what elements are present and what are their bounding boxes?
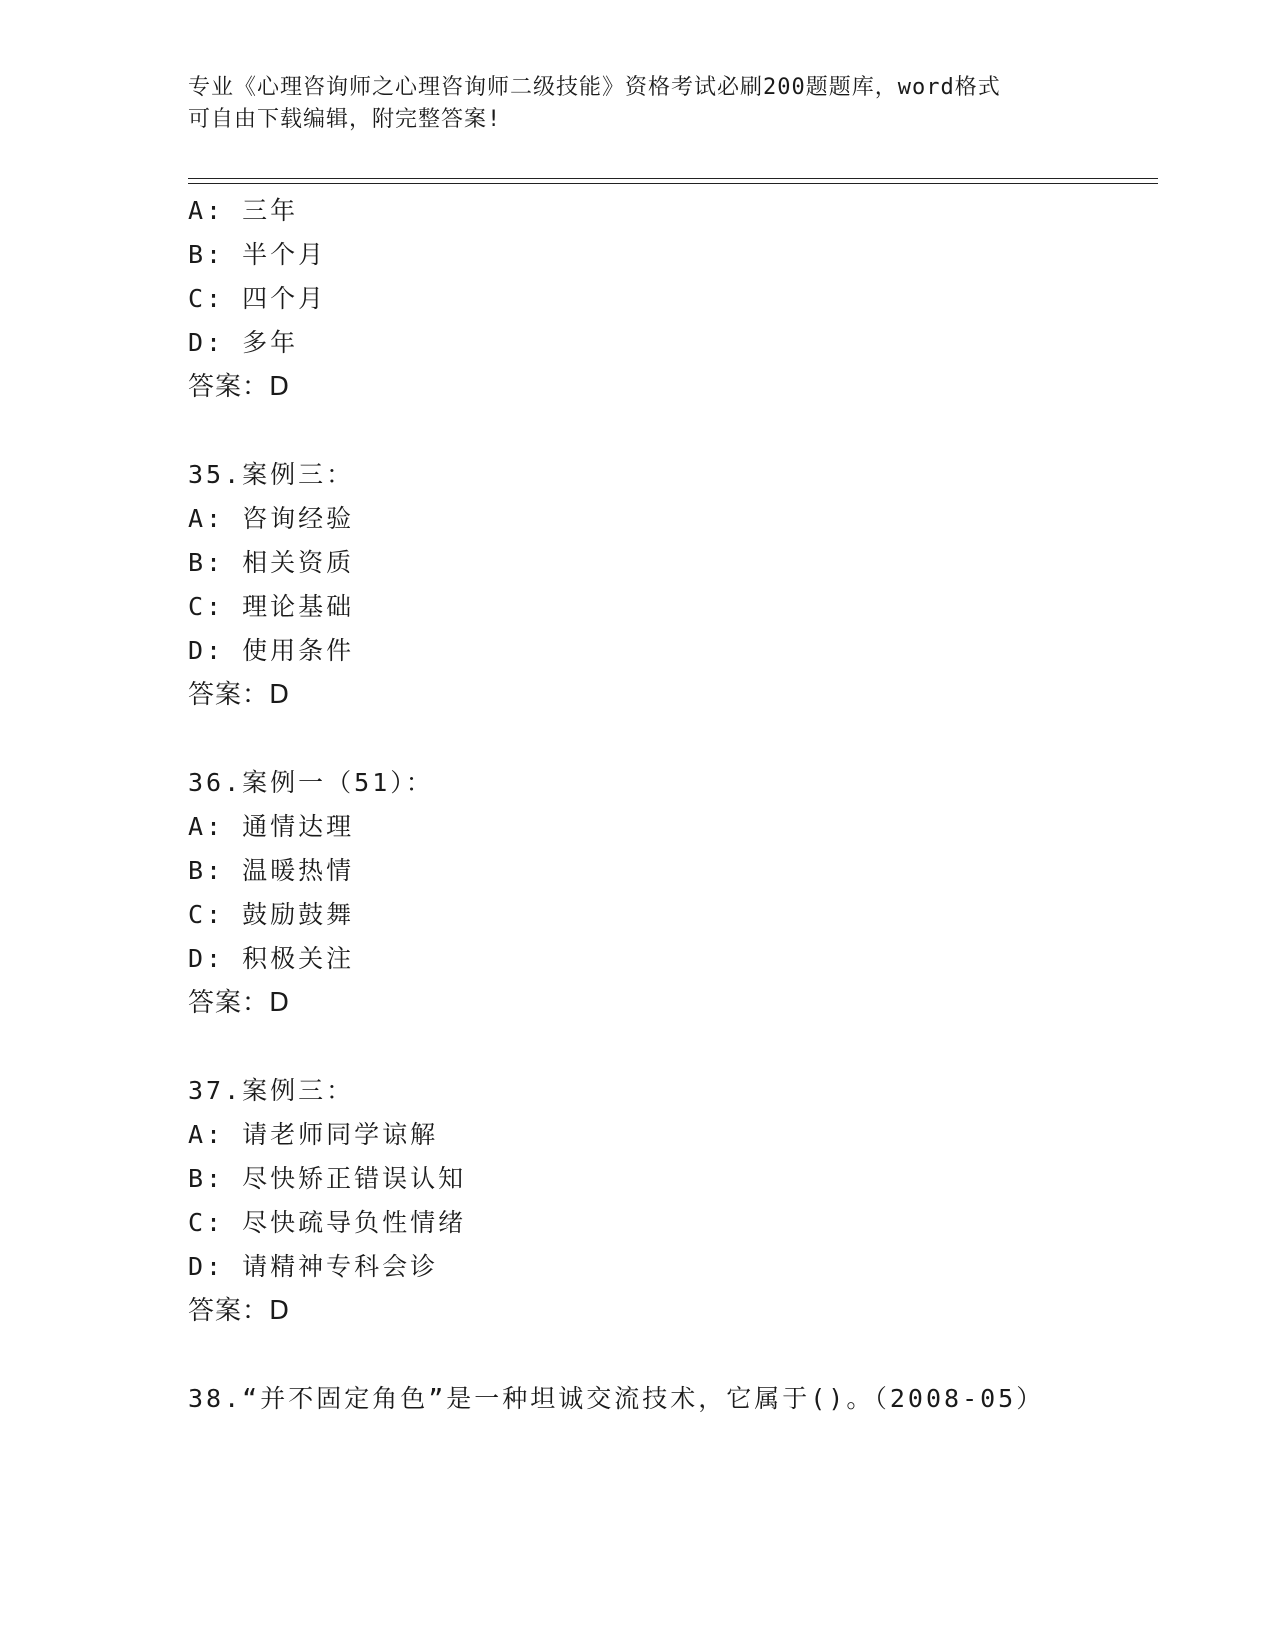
option-d: D: 积极关注 (188, 944, 355, 973)
header-divider-top (188, 178, 1158, 179)
option-a: A: 请老师同学谅解 (188, 1120, 439, 1149)
option-a: A: 三年 (188, 196, 299, 225)
header-divider-bottom (188, 183, 1158, 184)
answer: 答案：D (188, 988, 291, 1018)
option-c: C: 理论基础 (188, 592, 355, 621)
question-title: 38.“并不固定角色”是一种坦诚交流技术，它属于()。（2008-05） (188, 1384, 1045, 1413)
option-d: D: 使用条件 (188, 636, 355, 665)
option-a: A: 通情达理 (188, 812, 355, 841)
option-c: C: 鼓励鼓舞 (188, 900, 355, 929)
option-d: D: 多年 (188, 328, 299, 357)
option-b: B: 半个月 (188, 240, 327, 269)
answer: 答案：D (188, 680, 291, 710)
option-d: D: 请精神专科会诊 (188, 1252, 439, 1281)
option-c: C: 尽快疏导负性情绪 (188, 1208, 467, 1237)
answer: 答案：D (188, 1296, 291, 1326)
option-b: B: 相关资质 (188, 548, 355, 577)
question-title: 35.案例三： (188, 460, 355, 489)
option-b: B: 尽快矫正错误认知 (188, 1164, 467, 1193)
option-c: C: 四个月 (188, 284, 327, 313)
header-line-2: 可自由下载编辑，附完整答案! (188, 107, 502, 132)
question-title: 37.案例三： (188, 1076, 355, 1105)
option-b: B: 温暖热情 (188, 856, 355, 885)
question-title: 36.案例一（51）： (188, 768, 434, 797)
option-a: A: 咨询经验 (188, 504, 355, 533)
document-header (188, 72, 1088, 136)
header-line-1: 专业《心理咨询师之心理咨询师二级技能》资格考试必刷200题题库，word格式 (188, 75, 1001, 100)
answer: 答案：D (188, 372, 291, 402)
